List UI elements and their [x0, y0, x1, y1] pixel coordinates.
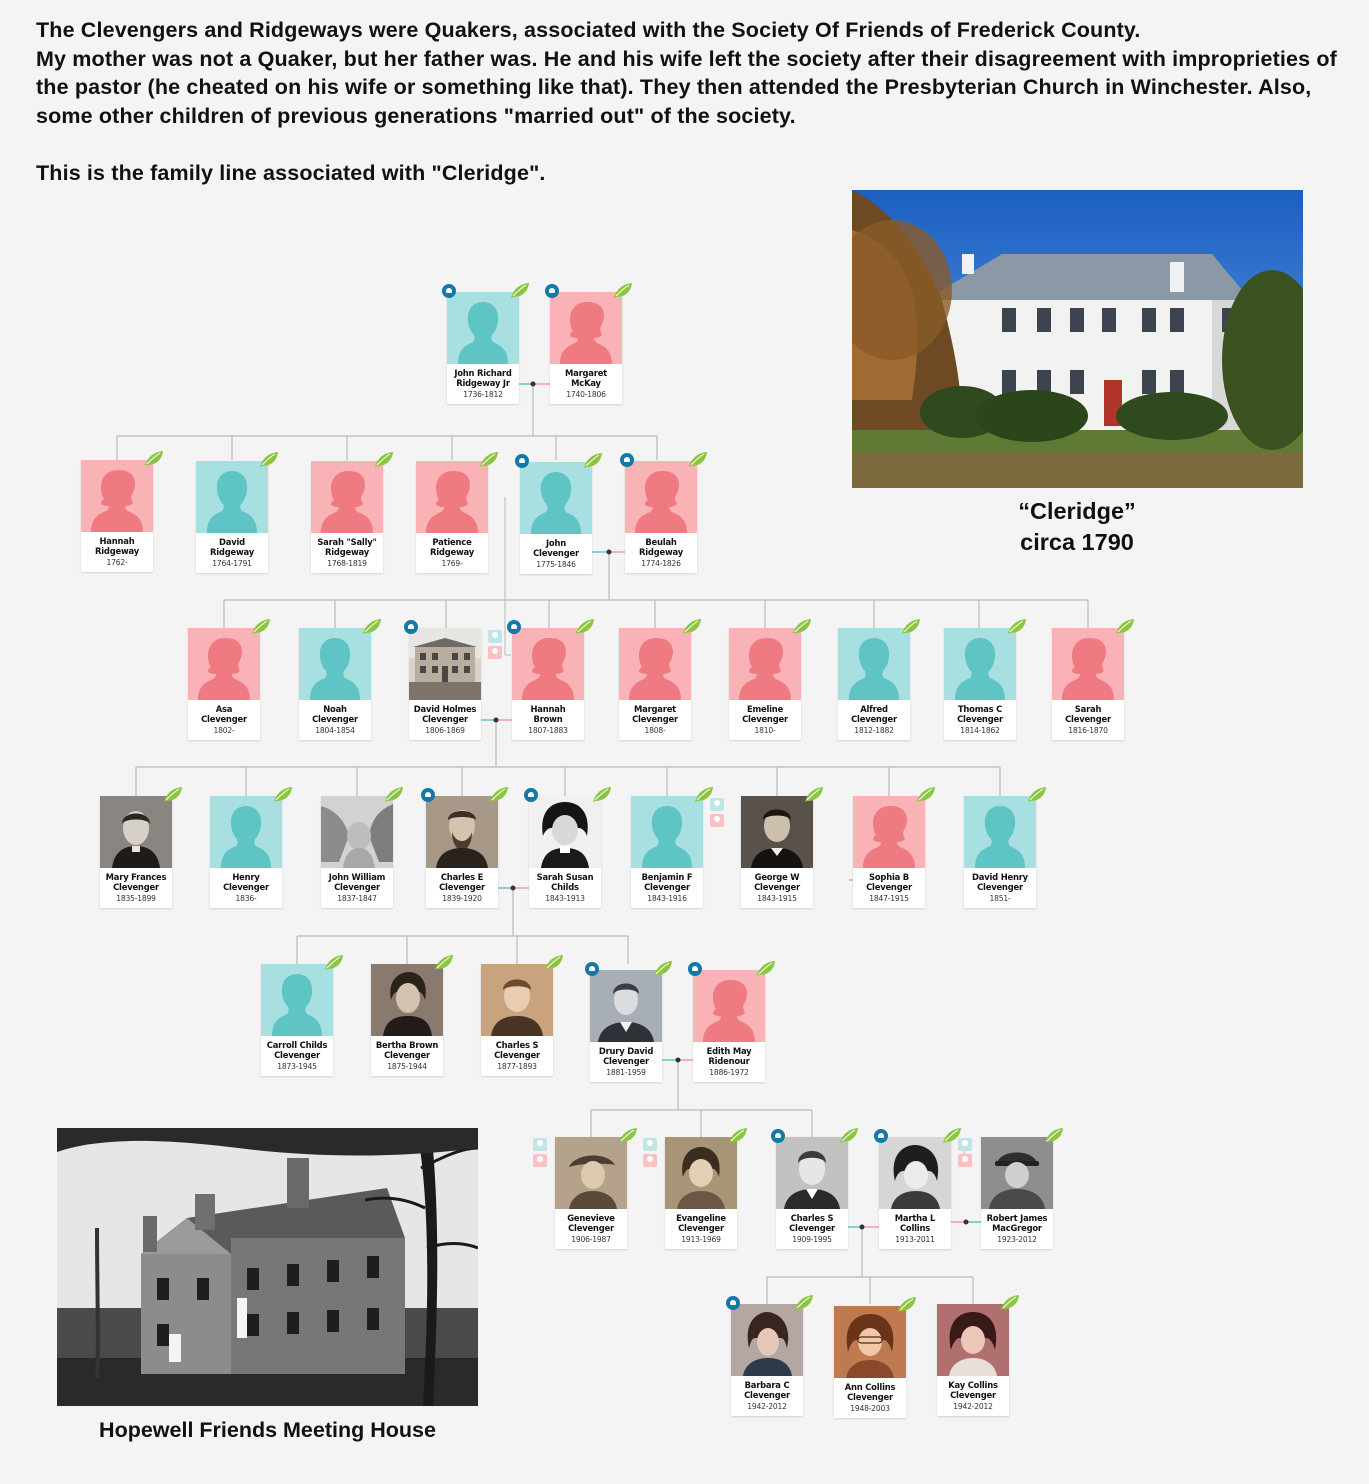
person-name: Sarah Clevenger: [1065, 704, 1111, 725]
person-card-bertha-brown-clevenger[interactable]: [371, 964, 443, 1076]
leaf-hint-icon[interactable]: [324, 954, 344, 971]
person-photo: [196, 461, 268, 533]
leaf-hint-icon[interactable]: [251, 618, 271, 635]
person-name: Beulah Ridgeway: [639, 537, 683, 558]
person-card-david-henry-clevenger[interactable]: [964, 796, 1036, 908]
person-years: 1877-1893: [497, 1061, 537, 1071]
portrait-image: [481, 964, 553, 1036]
portrait-photo: [481, 964, 553, 1036]
person-card-margaret-mckay[interactable]: [550, 292, 622, 404]
female-silhouette-icon: [729, 628, 801, 700]
person-card-alfred-clevenger[interactable]: [838, 628, 910, 740]
leaf-hint-icon[interactable]: [583, 452, 603, 469]
person-card-kay-collins-clevenger[interactable]: [937, 1304, 1009, 1416]
cleridge-caption: [952, 496, 1202, 558]
record-hint-icon[interactable]: [688, 962, 702, 976]
person-photo: [299, 628, 371, 700]
person-card-noah-clevenger[interactable]: [299, 628, 371, 740]
person-photo: [693, 970, 765, 1042]
person-card-patience-ridgeway[interactable]: [416, 461, 488, 573]
person-name: Carroll Childs Clevenger: [266, 1040, 328, 1061]
male-silhouette-icon: [447, 292, 519, 364]
person-card-barbara-c-clevenger[interactable]: [731, 1304, 803, 1416]
portrait-image: [937, 1304, 1009, 1376]
record-hint-icon[interactable]: [585, 962, 599, 976]
person-name: David Holmes Clevenger: [413, 704, 477, 725]
person-card-mary-frances-clevenger[interactable]: [100, 796, 172, 908]
person-name: Evangeline Clevenger: [676, 1213, 726, 1234]
person-card-robert-james-macgregor[interactable]: [981, 1137, 1053, 1249]
add-parents-icon[interactable]: [710, 798, 724, 828]
person-years: 1774-1826: [641, 558, 681, 568]
leaf-hint-icon[interactable]: [792, 618, 812, 635]
person-card-benjamin-f-clevenger[interactable]: [631, 796, 703, 908]
portrait-image: [100, 796, 172, 868]
female-silhouette-icon: [81, 460, 153, 532]
hopewell-meeting-house-photo: [57, 1128, 478, 1406]
person-photo: [729, 628, 801, 700]
person-photo: [512, 628, 584, 700]
male-silhouette-icon: [964, 796, 1036, 868]
record-hint-icon[interactable]: [874, 1129, 888, 1143]
portrait-photo: [879, 1137, 951, 1209]
record-hint-icon[interactable]: [404, 620, 418, 634]
person-photo: [416, 461, 488, 533]
house-photo: [409, 628, 481, 700]
person-years: 1812-1882: [854, 725, 894, 735]
person-years: 1948-2003: [850, 1403, 890, 1413]
person-card-drury-david-clevenger[interactable]: [590, 970, 662, 1082]
person-name: Ann Collins Clevenger: [844, 1382, 896, 1403]
person-years: 1775-1846: [536, 559, 576, 569]
person-photo: [625, 461, 697, 533]
leaf-hint-icon[interactable]: [592, 786, 612, 803]
leaf-hint-icon[interactable]: [613, 282, 633, 299]
person-years: 1808-: [644, 725, 666, 735]
person-name: Hannah Ridgeway: [95, 536, 139, 557]
person-name: Thomas C Clevenger: [957, 704, 1003, 725]
person-card-carroll-childs-clevenger[interactable]: [261, 964, 333, 1076]
portrait-image: [879, 1137, 951, 1209]
person-card-margaret-clevenger[interactable]: [619, 628, 691, 740]
portrait-image: [981, 1137, 1053, 1209]
person-years: 1847-1915: [869, 893, 909, 903]
person-photo: [631, 796, 703, 868]
person-card-henry-clevenger[interactable]: [210, 796, 282, 908]
person-photo: [447, 292, 519, 364]
portrait-photo: [426, 796, 498, 868]
person-years: 1942-2012: [747, 1401, 787, 1411]
female-silhouette-icon: [1052, 628, 1124, 700]
leaf-hint-icon[interactable]: [1027, 786, 1047, 803]
record-hint-icon[interactable]: [507, 620, 521, 634]
person-name: Asa Clevenger: [201, 704, 247, 725]
leaf-hint-icon[interactable]: [510, 282, 530, 299]
person-years: 1835-1899: [116, 893, 156, 903]
person-photo: [188, 628, 260, 700]
person-years: 1839-1920: [442, 893, 482, 903]
person-photo: [210, 796, 282, 868]
person-card-edith-may-ridenour[interactable]: [693, 970, 765, 1082]
portrait-image: [529, 796, 601, 868]
angel-statue-photo: [321, 796, 393, 868]
person-years: 1810-: [754, 725, 776, 735]
person-card-evangeline-clevenger[interactable]: [665, 1137, 737, 1249]
person-name: Charles E Clevenger: [439, 872, 485, 893]
leaf-hint-icon[interactable]: [374, 451, 394, 468]
person-card-john-clevenger[interactable]: [520, 462, 592, 574]
person-card-david-holmes-clevenger[interactable]: [409, 628, 481, 740]
record-hint-icon[interactable]: [726, 1296, 740, 1310]
leaf-hint-icon[interactable]: [728, 1127, 748, 1144]
person-card-john-richard-ridgeway[interactable]: [447, 292, 519, 404]
person-photo: [944, 628, 1016, 700]
person-years: 1843-1916: [647, 893, 687, 903]
person-card-genevieve-clevenger[interactable]: [555, 1137, 627, 1249]
person-name: Edith May Ridenour: [706, 1046, 752, 1067]
cleridge-caption-title: “Cleridge”: [1018, 498, 1136, 524]
leaf-hint-icon[interactable]: [575, 618, 595, 635]
person-card-martha-l-collins[interactable]: [879, 1137, 951, 1249]
cleridge-house-photo: [852, 190, 1303, 488]
leaf-hint-icon[interactable]: [544, 954, 564, 971]
leaf-hint-icon[interactable]: [804, 786, 824, 803]
leaf-hint-icon[interactable]: [901, 618, 921, 635]
leaf-hint-icon[interactable]: [839, 1127, 859, 1144]
female-silhouette-icon: [311, 461, 383, 533]
person-years: 1843-1913: [545, 893, 585, 903]
person-years: 1843-1915: [757, 893, 797, 903]
person-years: 1804-1854: [315, 725, 355, 735]
person-name: Martha L Collins: [894, 1213, 936, 1234]
intro-line-2: My mother was not a Quaker, but her father was. He and his wife left the society after their disagreement with improprieties of the pastor (he cheated on his wife or something like that). They then attended the Presbyterian Church in Winchester. Also, some other children of previous generations "married out" of the society.: [36, 46, 1337, 128]
leaf-hint-icon[interactable]: [653, 960, 673, 977]
leaf-hint-icon[interactable]: [362, 618, 382, 635]
leaf-hint-icon[interactable]: [384, 786, 404, 803]
add-parents-icon[interactable]: [958, 1138, 972, 1168]
person-years: 1886-1972: [709, 1067, 749, 1077]
person-name: Mary Frances Clevenger: [105, 872, 167, 893]
person-name: Margaret McKay: [565, 368, 607, 389]
portrait-image: [776, 1137, 848, 1209]
person-name: George W Clevenger: [754, 872, 800, 893]
leaf-hint-icon[interactable]: [489, 786, 509, 803]
person-years: 1875-1944: [387, 1061, 427, 1071]
person-photo: [853, 796, 925, 868]
person-card-charles-s-clevenger-1909[interactable]: [776, 1137, 848, 1249]
portrait-photo: [741, 796, 813, 868]
portrait-photo: [100, 796, 172, 868]
female-silhouette-icon: [416, 461, 488, 533]
intro-line-1: The Clevengers and Ridgeways were Quakers, associated with the Society Of Friends of Frederick County.: [36, 18, 1141, 42]
hopewell-caption: Hopewell Friends Meeting House: [99, 1418, 436, 1442]
person-card-charles-e-clevenger[interactable]: [426, 796, 498, 908]
intro-line-3: This is the family line associated with "Cleridge".: [36, 161, 546, 185]
portrait-photo: [937, 1304, 1009, 1376]
female-silhouette-icon: [619, 628, 691, 700]
portrait-image: [555, 1137, 627, 1209]
person-name: John Richard Ridgeway Jr: [454, 368, 512, 389]
person-card-emeline-clevenger[interactable]: [729, 628, 801, 740]
person-years: 1913-2011: [895, 1234, 935, 1244]
leaf-hint-icon[interactable]: [1115, 618, 1135, 635]
male-silhouette-icon: [196, 461, 268, 533]
person-photo: [550, 292, 622, 364]
person-name: Margaret Clevenger: [632, 704, 678, 725]
person-card-hannah-ridgeway[interactable]: [81, 460, 153, 572]
portrait-photo: [371, 964, 443, 1036]
person-years: 1768-1819: [327, 558, 367, 568]
person-name: David Ridgeway: [210, 537, 254, 558]
record-hint-icon[interactable]: [421, 788, 435, 802]
male-silhouette-icon: [838, 628, 910, 700]
portrait-photo: [529, 796, 601, 868]
leaf-hint-icon[interactable]: [618, 1127, 638, 1144]
leaf-hint-icon[interactable]: [259, 451, 279, 468]
leaf-hint-icon[interactable]: [1007, 618, 1027, 635]
cleridge-caption-date: circa 1790: [1020, 529, 1134, 555]
record-hint-icon[interactable]: [771, 1129, 785, 1143]
person-card-sarah-susan-childs[interactable]: [529, 796, 601, 908]
male-silhouette-icon: [299, 628, 371, 700]
person-years: 1851-: [989, 893, 1011, 903]
person-photo: [838, 628, 910, 700]
person-name: Drury David Clevenger: [598, 1046, 654, 1067]
person-name: Sarah Susan Childs: [536, 872, 594, 893]
person-name: Noah Clevenger: [312, 704, 358, 725]
person-name: Emeline Clevenger: [742, 704, 788, 725]
leaf-hint-icon[interactable]: [688, 451, 708, 468]
leaf-hint-icon[interactable]: [1044, 1127, 1064, 1144]
person-photo: [619, 628, 691, 700]
female-silhouette-icon: [693, 970, 765, 1042]
male-silhouette-icon: [520, 462, 592, 534]
person-years: 1837-1847: [337, 893, 377, 903]
person-photo: [520, 462, 592, 534]
female-silhouette-icon: [625, 461, 697, 533]
person-card-ann-collins-clevenger[interactable]: [834, 1306, 906, 1418]
portrait-photo: [555, 1137, 627, 1209]
female-silhouette-icon: [512, 628, 584, 700]
leaf-hint-icon[interactable]: [434, 954, 454, 971]
portrait-image: [371, 964, 443, 1036]
person-card-david-ridgeway[interactable]: [196, 461, 268, 573]
record-hint-icon[interactable]: [620, 453, 634, 467]
person-name: Barbara C Clevenger: [744, 1380, 790, 1401]
portrait-image: [426, 796, 498, 868]
person-name: Sarah "Sally" Ridgeway: [317, 537, 377, 558]
person-name: Robert James MacGregor: [986, 1213, 1048, 1234]
person-years: 1906-1987: [571, 1234, 611, 1244]
person-name: Bertha Brown Clevenger: [375, 1040, 439, 1061]
person-years: 1942-2012: [953, 1401, 993, 1411]
person-years: 1816-1870: [1068, 725, 1108, 735]
add-parents-icon[interactable]: [643, 1138, 657, 1168]
person-years: 1923-2012: [997, 1234, 1037, 1244]
leaf-hint-icon[interactable]: [273, 786, 293, 803]
female-silhouette-icon: [853, 796, 925, 868]
person-years: 1769-: [441, 558, 463, 568]
person-photo: [261, 964, 333, 1036]
person-years: 1762-: [106, 557, 128, 567]
person-name: Alfred Clevenger: [851, 704, 897, 725]
person-name: Benjamin F Clevenger: [641, 872, 693, 893]
person-years: 1836-: [235, 893, 257, 903]
person-name: Genevieve Clevenger: [567, 1213, 615, 1234]
hopewell-meeting-house-image: [57, 1128, 478, 1406]
record-hint-icon[interactable]: [442, 284, 456, 298]
portrait-photo: [665, 1137, 737, 1209]
person-name: Kay Collins Clevenger: [948, 1380, 998, 1401]
cleridge-house-image: [852, 190, 1303, 488]
male-silhouette-icon: [631, 796, 703, 868]
male-silhouette-icon: [944, 628, 1016, 700]
portrait-image: [834, 1306, 906, 1378]
portrait-photo: [776, 1137, 848, 1209]
person-years: 1814-1862: [960, 725, 1000, 735]
leaf-hint-icon[interactable]: [682, 618, 702, 635]
person-card-charles-s-clevenger-1877[interactable]: [481, 964, 553, 1076]
person-years: 1881-1959: [606, 1067, 646, 1077]
person-years: 1802-: [213, 725, 235, 735]
person-photo: [81, 460, 153, 532]
person-card-sarah-ridgeway[interactable]: [311, 461, 383, 573]
person-card-sophia-b-clevenger[interactable]: [853, 796, 925, 908]
leaf-hint-icon[interactable]: [1000, 1294, 1020, 1311]
person-years: 1909-1995: [792, 1234, 832, 1244]
person-card-george-w-clevenger[interactable]: [741, 796, 813, 908]
person-name: Charles S Clevenger: [789, 1213, 835, 1234]
person-years: 1806-1869: [425, 725, 465, 735]
female-silhouette-icon: [550, 292, 622, 364]
person-name: John Clevenger: [533, 538, 579, 559]
portrait-image: [590, 970, 662, 1042]
portrait-image: [741, 796, 813, 868]
person-card-asa-clevenger[interactable]: [188, 628, 260, 740]
person-name: Sophia B Clevenger: [866, 872, 912, 893]
house-photo-image: [409, 628, 481, 700]
person-card-sarah-clevenger[interactable]: [1052, 628, 1124, 740]
person-name: David Henry Clevenger: [972, 872, 1028, 893]
leaf-hint-icon[interactable]: [144, 450, 164, 467]
male-silhouette-icon: [261, 964, 333, 1036]
leaf-hint-icon[interactable]: [916, 786, 936, 803]
record-hint-icon[interactable]: [524, 788, 538, 802]
person-card-john-william-clevenger[interactable]: [321, 796, 393, 908]
person-name: Charles S Clevenger: [494, 1040, 540, 1061]
leaf-hint-icon[interactable]: [897, 1296, 917, 1313]
person-card-hannah-brown[interactable]: [512, 628, 584, 740]
person-card-beulah-ridgeway[interactable]: [625, 461, 697, 573]
person-years: 1807-1883: [528, 725, 568, 735]
leaf-hint-icon[interactable]: [163, 786, 183, 803]
person-card-thomas-c-clevenger[interactable]: [944, 628, 1016, 740]
angel-statue-image: [321, 796, 393, 868]
leaf-hint-icon[interactable]: [794, 1294, 814, 1311]
person-photo: [1052, 628, 1124, 700]
person-name: Henry Clevenger: [223, 872, 269, 893]
record-hint-icon[interactable]: [545, 284, 559, 298]
person-years: 1740-1806: [566, 389, 606, 399]
person-years: 1764-1791: [212, 558, 252, 568]
portrait-photo: [834, 1306, 906, 1378]
portrait-image: [731, 1304, 803, 1376]
portrait-photo: [590, 970, 662, 1042]
male-silhouette-icon: [210, 796, 282, 868]
portrait-photo: [981, 1137, 1053, 1209]
portrait-photo: [731, 1304, 803, 1376]
portrait-image: [665, 1137, 737, 1209]
person-name: John William Clevenger: [328, 872, 386, 893]
person-name: Patience Ridgeway: [430, 537, 474, 558]
person-photo: [964, 796, 1036, 868]
person-years: 1873-1945: [277, 1061, 317, 1071]
female-silhouette-icon: [188, 628, 260, 700]
leaf-hint-icon[interactable]: [479, 451, 499, 468]
record-hint-icon[interactable]: [515, 454, 529, 468]
person-photo: [311, 461, 383, 533]
leaf-hint-icon[interactable]: [756, 960, 776, 977]
add-parents-icon[interactable]: [488, 630, 502, 660]
person-years: 1913-1969: [681, 1234, 721, 1244]
person-years: 1736-1812: [463, 389, 503, 399]
add-parents-icon[interactable]: [533, 1138, 547, 1168]
person-name: Hannah Brown: [530, 704, 566, 725]
